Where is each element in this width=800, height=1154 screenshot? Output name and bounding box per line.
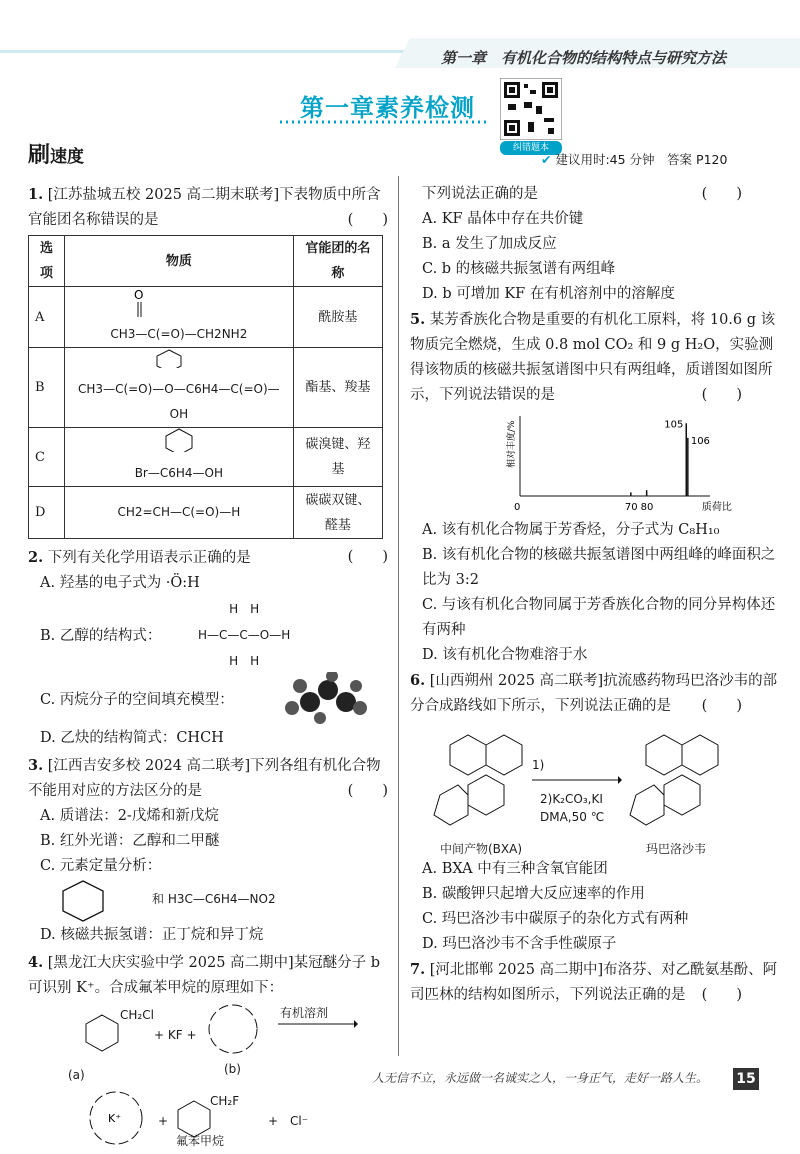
time-note (541, 150, 727, 168)
ch2cl-label: CH₂Cl (120, 1008, 154, 1022)
q2-option-c-text: C. 丙烷分子的空间填充模型： (40, 692, 234, 708)
table-row (29, 487, 383, 539)
q2-option-b-text: B. 乙醇的结构式： (40, 628, 162, 644)
q3-option-d: D. 核磁共振氢谱：正丁烷和异丁烷 (40, 927, 264, 943)
q3-option-c: C. 元素定量分析： (40, 858, 162, 874)
q6-right-label: 玛巴洛沙韦 (646, 842, 707, 856)
right-column (410, 182, 782, 1008)
q6-stem: [山西朔州 2025 高二联考]抗流感药物玛巴洛沙韦的部分合成路线如下所示，下列说法正确的是 (410, 673, 778, 714)
q4-continuation (410, 182, 782, 207)
q4-option-b: B. a 发生了加成反应 (422, 236, 557, 252)
q1-group: 酰胺基 (293, 287, 382, 348)
q4-option-d: D. b 可增加 KF 在有机溶剂中的溶解度 (422, 286, 675, 302)
left-column (28, 182, 388, 1151)
q4-option-c: C. b 的核磁共振氢谱有两组峰 (422, 261, 616, 277)
q4-kf: + KF + (154, 1028, 197, 1042)
benzene-ring-icon (58, 879, 118, 923)
formula-amide-text: CH3—C(=O)—CH2NH2 (110, 327, 248, 341)
q6-cond2: 2)K₂CO₃,KI (540, 792, 603, 806)
title-underline (280, 118, 490, 126)
q2-option-b (28, 596, 388, 676)
formula-ester-text: CH3—C(=O)—O—C6H4—C(=O)—OH (78, 382, 280, 421)
q3-option-a: A. 质谱法：2-戊烯和新戊烷 (40, 808, 219, 824)
question-3 (28, 753, 388, 804)
q1-stem: [江苏盐城五校 2025 高二期末联考]下表物质中所含官能团名称错误的是 (28, 187, 381, 228)
question-4 (28, 950, 388, 1001)
q6-option-c: C. 玛巴洛沙韦中碳原子的杂化方式有两种 (422, 911, 689, 927)
table-row (29, 287, 383, 348)
section-heading (28, 138, 84, 169)
q4-bracket: ( ) (701, 186, 742, 202)
q5-number: 5. (410, 311, 426, 328)
q3-option-b: B. 红外光谱：乙醇和二甲醚 (40, 833, 220, 849)
q1-option: B (29, 348, 65, 428)
ch2f-label: CH₂F (210, 1094, 240, 1108)
benzene-ring-icon (79, 348, 279, 368)
table-row (29, 348, 383, 428)
q4-cl: + Cl⁻ (268, 1114, 309, 1128)
q4-scheme (28, 1001, 388, 1151)
q1-option: C (29, 428, 65, 487)
page-title: 第一章素养检测 (300, 93, 475, 122)
q1-bracket: ( ) (347, 212, 388, 228)
q1-table-header: 物质 (65, 236, 294, 287)
q2-stem: 下列有关化学用语表示正确的是 (47, 550, 251, 566)
formula-acrolein-text: CH2=CH—C(=O)—H (65, 487, 294, 539)
q5-option-c: C. 与该有机化合物同属于芳香族化合物的同分异构体还有两种 (422, 597, 776, 638)
q4-label-a: (a) (68, 1068, 85, 1082)
section-big-char: 刷 (28, 142, 51, 168)
q2-bracket: ( ) (347, 549, 388, 565)
page-number: 15 (733, 1068, 759, 1090)
q5-option-d: D. 该有机化合物难溶于水 (422, 647, 588, 663)
qr-label: 纠错题本 (500, 141, 562, 155)
q6-scheme (410, 725, 782, 857)
q3-option-c-structures (28, 879, 388, 923)
q1-number: 1. (28, 186, 44, 203)
mass-spectrum-chart (410, 408, 782, 518)
q4-number: 4. (28, 954, 44, 971)
ethanol-structure (198, 596, 290, 674)
q7-stem: [河北邯郸 2025 高二期中]布洛芬、对乙酰氨基酚、阿司匹林的结构如图所示，下列说法正确的是 (410, 962, 778, 1003)
bxa-structure-icon (430, 725, 540, 835)
q3-number: 3. (28, 757, 44, 774)
q5-stem: 某芳香族化合物是重要的有机化工原料，将 10.6 g 该物质完全燃烧，生成 0.8 mol CO₂ 和 9 g H₂O，实验测得该物质的核磁共振氢谱图中只有两组峰，质谱图如图所示，下列说法错误的是 (410, 312, 776, 403)
q3-option-c2: 和 H3C—C6H4—NO2 (152, 892, 276, 906)
y-axis-label: 相对丰度/% (507, 420, 517, 468)
q4-cont: 下列说法正确的是 (422, 186, 538, 202)
question-1 (28, 182, 388, 233)
q3-stem: [江西吉安多校 2024 高二联考]下列各组有机化合物不能用对应的方法区分的是 (28, 758, 381, 799)
plus-sign: + (158, 1114, 169, 1128)
q5-option-b: B. 该有机化合物的核磁共振氢谱图中两组峰的峰面积之比为 3:2 (422, 547, 776, 588)
benzene-ring-icon (80, 1011, 124, 1055)
qr-code-icon[interactable] (500, 78, 562, 140)
ethanol-bot: H H (229, 654, 260, 668)
reaction-arrow-icon (278, 1019, 358, 1029)
formula-bromophenol-text: Br—C6H4—OH (134, 466, 224, 480)
chapter-header: 第一章 有机化合物的结构特点与研究方法 (440, 49, 726, 67)
crown-ether-complex-icon (76, 1087, 156, 1149)
q1-table (28, 235, 383, 539)
q5-bracket: ( ) (701, 387, 742, 403)
q6-option-d: D. 玛巴洛沙韦不含手性碳原子 (422, 936, 617, 952)
svg-text:O: O (133, 288, 144, 302)
reaction-arrow-icon (532, 775, 622, 785)
peak-label: 105 (664, 419, 684, 431)
q4-stem: [黑龙江大庆实验中学 2025 高二期中]某冠醚分子 b 可识别 K⁺。合成氟苯甲烷的原理如下： (28, 955, 381, 996)
x-tick-label: 70 (624, 502, 638, 513)
x-axis-label: 质荷比 (701, 502, 732, 513)
svg-text:K⁺: K⁺ (108, 1112, 122, 1125)
q2-option-d: D. 乙炔的结构简式：CHCH (40, 730, 224, 746)
q6-cond3: DMA,50 ℃ (540, 810, 605, 824)
footer-motto: 人无信不立，永远做一名诚实之人，一身正气，走好一路人生。 (372, 1071, 709, 1085)
q1-group: 酯基、羧基 (293, 348, 382, 428)
section-small-text: 速度 (50, 147, 85, 167)
q4-label-b: (b) (224, 1062, 241, 1076)
q1-table-header: 官能团的名称 (293, 236, 382, 287)
q3-bracket: ( ) (347, 783, 388, 799)
q1-option: D (29, 487, 65, 539)
q1-group: 碳溴键、羟基 (293, 428, 382, 487)
x-tick-label: 80 (640, 502, 654, 513)
crown-ether-icon (198, 1001, 268, 1057)
benzene-ring-icon (79, 428, 279, 452)
q6-number: 6. (410, 672, 426, 689)
column-divider (398, 176, 399, 1056)
q5-option-a: A. 该有机化合物属于芳香烃，分子式为 C₈H₁₀ (422, 522, 720, 538)
q6-option-a: A. BXA 中有三种含氧官能团 (422, 861, 608, 877)
question-6 (410, 668, 782, 719)
q6-left-label: 中间产物(BXA) (440, 842, 523, 856)
peak-label: 106 (690, 435, 710, 447)
q2-option-a: A. 羟基的电子式为 ·Ö:H (40, 575, 200, 591)
q2-option-c (28, 676, 388, 726)
table-row (29, 428, 383, 487)
q4-reagent: 有机溶剂 (280, 1006, 329, 1020)
q7-bracket: ( ) (701, 987, 742, 1003)
question-2 (28, 545, 388, 571)
ethanol-top: H H (229, 602, 260, 616)
time-note-text: 建议用时:45 分钟 答案 P120 (555, 152, 728, 167)
q1-option: A (29, 287, 65, 348)
q6-option-b: B. 碳酸钾只起增大反应速率的作用 (422, 886, 645, 902)
baloxavir-structure-icon (626, 725, 746, 835)
x-tick-label: 0 (514, 502, 521, 513)
q7-number: 7. (410, 961, 426, 978)
q4-product: 氟苯甲烷 (176, 1134, 225, 1148)
ethanol-mid: H—C—C—O—H (198, 628, 291, 642)
q2-number: 2. (28, 549, 44, 566)
propane-model-icon (260, 672, 370, 730)
q4-option-a: A. KF 晶体中存在共价键 (422, 211, 584, 227)
q6-cond1: 1) (532, 758, 545, 772)
q6-bracket: ( ) (701, 698, 742, 714)
q1-group: 碳碳双键、醛基 (293, 487, 382, 539)
question-7 (410, 957, 782, 1008)
check-icon: ✔ (541, 152, 552, 167)
q1-table-header: 选项 (29, 236, 65, 287)
question-5 (410, 307, 782, 408)
